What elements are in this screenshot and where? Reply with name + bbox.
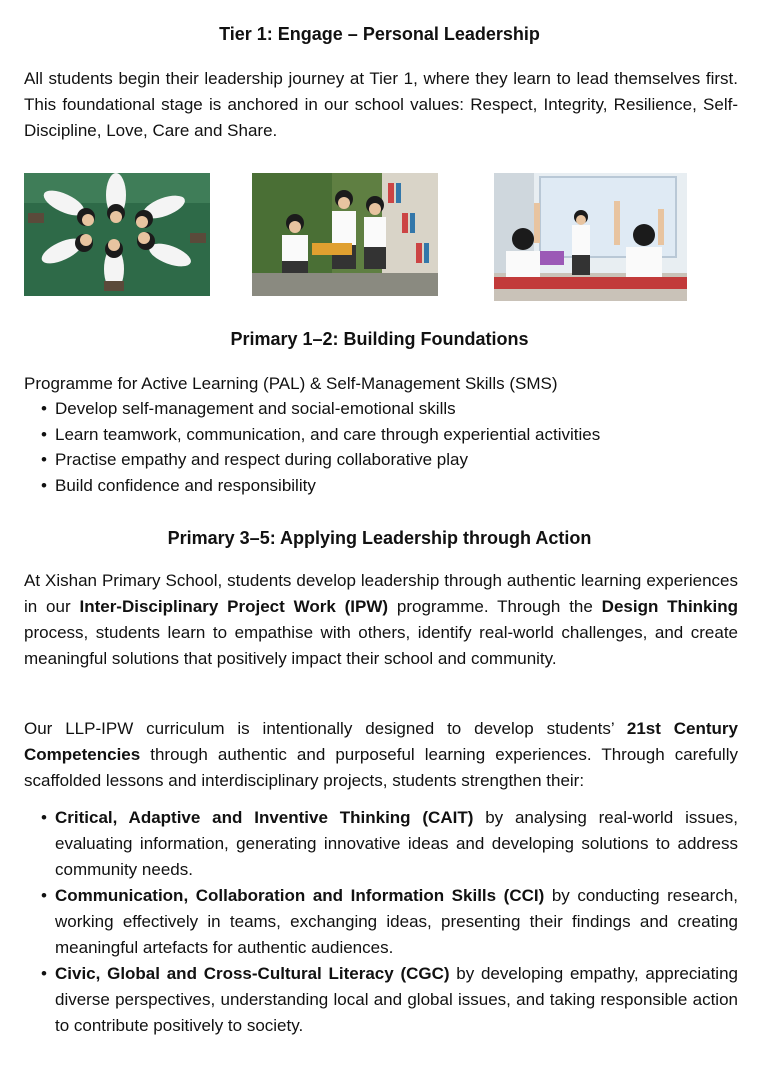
competency-name: Communication, Collaboration and Information Skills (CCI) [55, 886, 545, 905]
competency-name: Civic, Global and Cross-Cultural Literacy (CGC) [55, 964, 450, 983]
tier1-intro: All students begin their leadership journey at Tier 1, where they learn to lead themselves first. This foundational stage is anchored in our school values: Respect, Integrity, Resilience, Self-Discipline, Love, Care and Share. [24, 69, 738, 140]
text-span: programme. Through the [388, 597, 602, 616]
design-thinking-term: Design Thinking [601, 597, 738, 616]
p35-paragraph-ipw [24, 568, 738, 672]
ipw-term: Inter-Disciplinary Project Work (IPW) [79, 597, 389, 616]
p35-paragraph-llp [24, 716, 738, 794]
students-lying-in-circle-photo [24, 173, 210, 296]
p12-heading: Primary 1–2: Building Foundations [230, 329, 529, 349]
competencies-term: 21st Century Competencies [24, 719, 738, 764]
p12-bullet-list [24, 396, 724, 498]
text-span: At Xishan Primary School, students develop leadership through authentic learning experiences in our [24, 571, 738, 616]
students-reading-in-library-photo [252, 173, 438, 296]
text-span: through authentic and purposeful learning experiences. Through carefully scaffolded lessons and interdisciplinary projects, students strengthen their: [24, 745, 738, 790]
text-span: Our LLP-IPW curriculum is intentionally designed to develop students’ [24, 719, 627, 738]
list-item [24, 805, 738, 883]
competency-name: Critical, Adaptive and Inventive Thinking (CAIT) [55, 808, 474, 827]
competency-text: by conducting research, working effectively in teams, exchanging ideas, presenting their findings and creating meaningful artefacts for authentic audiences. [55, 886, 738, 957]
list-item: • Practise empathy and respect during collaborative play [24, 447, 724, 473]
competency-text: by analysing real-world issues, evaluating information, generating innovative ideas and developing solutions to address community needs. [55, 808, 739, 879]
list-item: • Learn teamwork, communication, and care through experiential activities [24, 422, 724, 448]
classroom-hands-raised-photo [494, 173, 687, 301]
list-item [24, 961, 738, 1039]
list-item [24, 883, 738, 961]
tier1-title: Tier 1: Engage – Personal Leadership [219, 24, 540, 44]
list-item: • Develop self-management and social-emotional skills [24, 396, 724, 422]
p12-programme: Programme for Active Learning (PAL) & Self-Management Skills (SMS) [24, 374, 558, 393]
p35-heading: Primary 3–5: Applying Leadership through Action [167, 528, 592, 548]
competency-list [24, 805, 738, 1039]
list-item: • Build confidence and responsibility [24, 473, 724, 499]
text-span: process, students learn to empathise with others, identify real-world challenges, and create meaningful solutions that positively impact their school and community. [24, 623, 738, 668]
competency-text: by developing empathy, appreciating diverse perspectives, understanding local and global issues, and taking responsible action to contribute positively to society. [55, 964, 738, 1035]
